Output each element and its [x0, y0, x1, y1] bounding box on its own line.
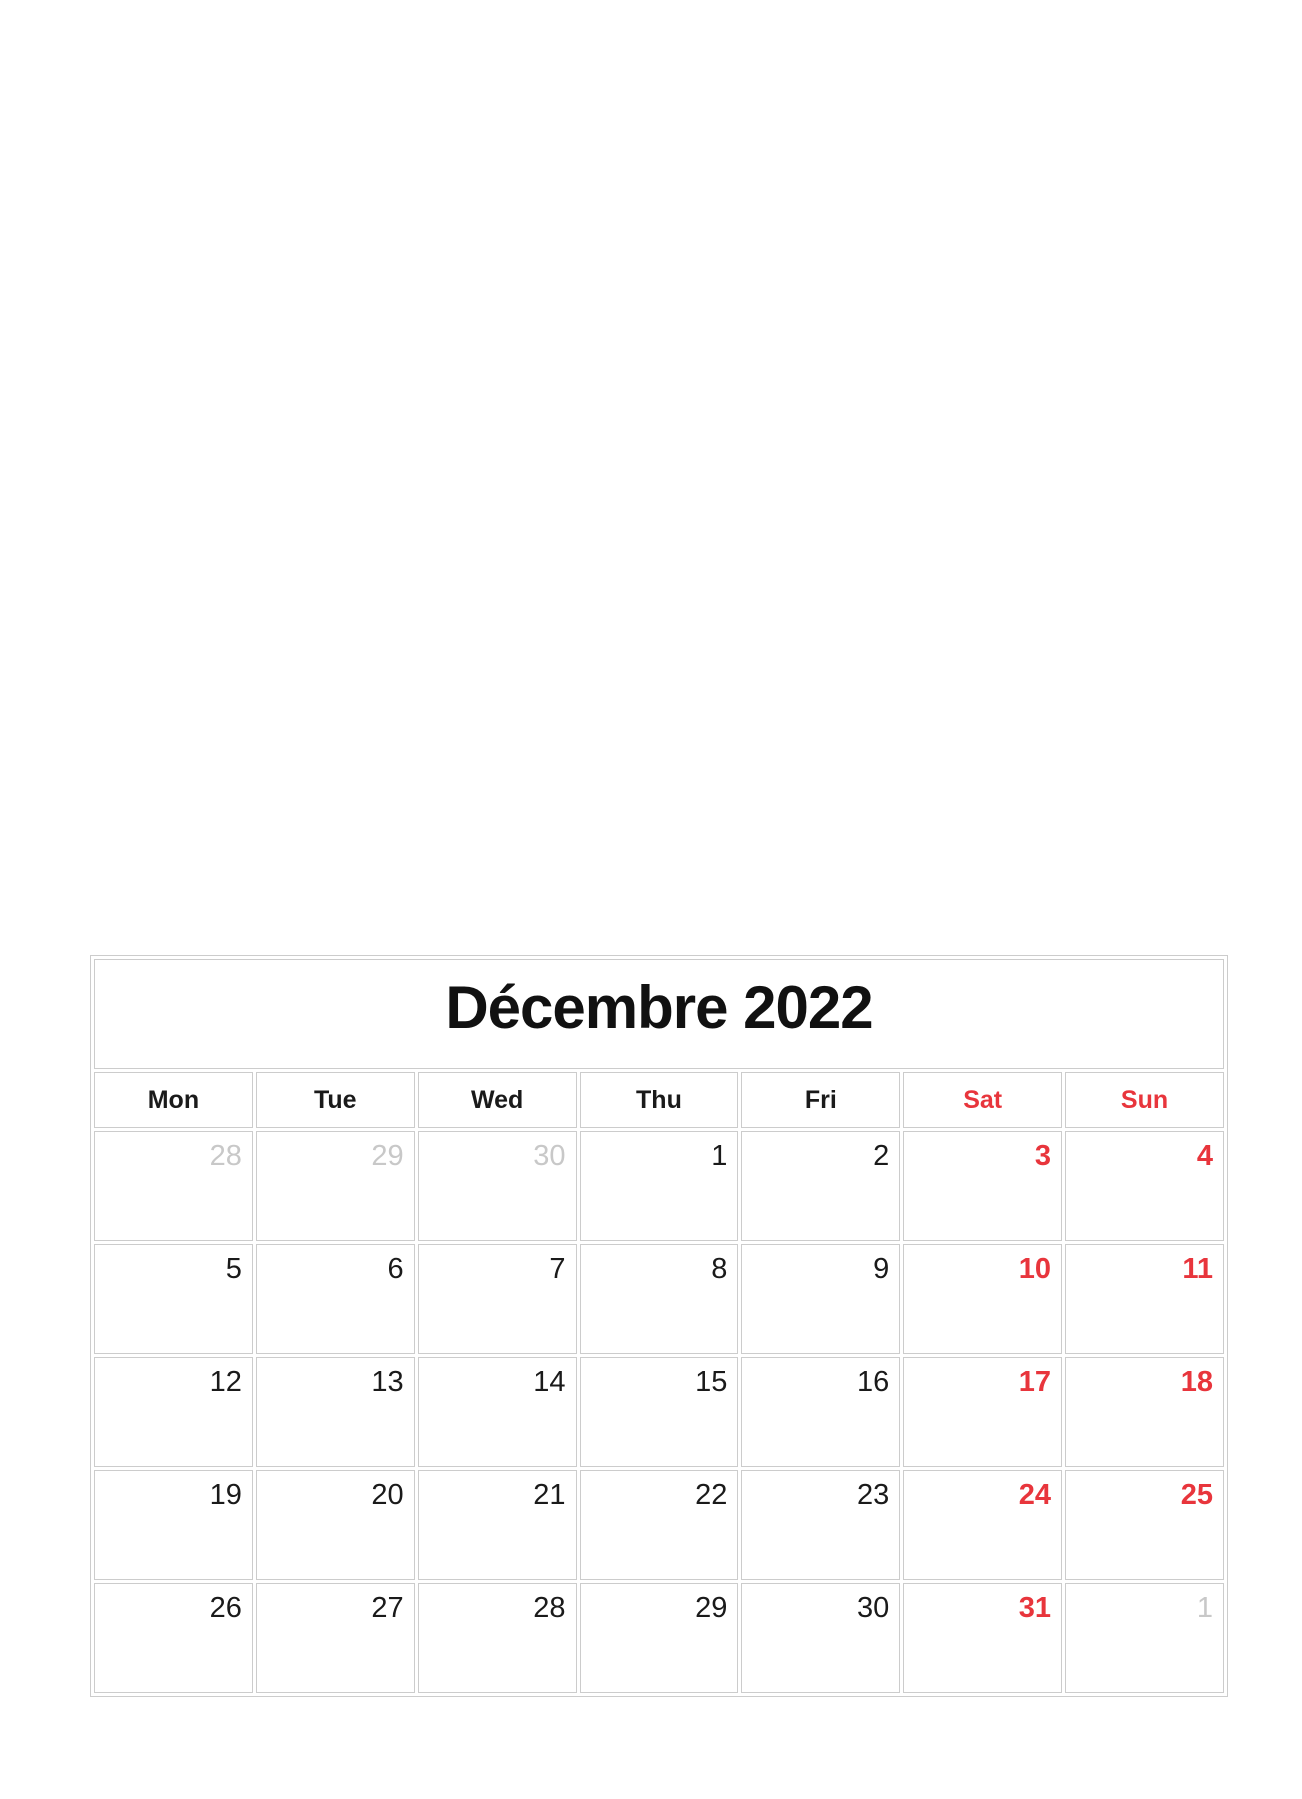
day-cell: 29: [256, 1131, 415, 1241]
day-cell: 14: [418, 1357, 577, 1467]
day-cell: 21: [418, 1470, 577, 1580]
day-cell: 18: [1065, 1357, 1224, 1467]
day-cell: 16: [741, 1357, 900, 1467]
day-cell: 27: [256, 1583, 415, 1693]
day-cell: 24: [903, 1470, 1062, 1580]
calendar-table: [90, 955, 1228, 1697]
week-row-5: [94, 1583, 1224, 1693]
day-cell: 2: [741, 1131, 900, 1241]
day-cell: 6: [256, 1244, 415, 1354]
day-cell: 20: [256, 1470, 415, 1580]
weekday-header-tue: Tue: [256, 1072, 415, 1128]
weekday-header-row: [94, 1072, 1224, 1128]
day-cell: 31: [903, 1583, 1062, 1693]
week-row-2: [94, 1244, 1224, 1354]
day-cell: 13: [256, 1357, 415, 1467]
day-cell: 30: [741, 1583, 900, 1693]
monthly-calendar: [90, 955, 1228, 1697]
calendar-body: [94, 959, 1224, 1693]
day-cell: 23: [741, 1470, 900, 1580]
day-cell: 9: [741, 1244, 900, 1354]
day-cell: 30: [418, 1131, 577, 1241]
day-cell: 1: [1065, 1583, 1224, 1693]
day-cell: 1: [580, 1131, 739, 1241]
day-cell: 11: [1065, 1244, 1224, 1354]
day-cell: 5: [94, 1244, 253, 1354]
day-cell: 22: [580, 1470, 739, 1580]
weekday-header-mon: Mon: [94, 1072, 253, 1128]
day-cell: 12: [94, 1357, 253, 1467]
day-cell: 8: [580, 1244, 739, 1354]
day-cell: 28: [418, 1583, 577, 1693]
day-cell: 19: [94, 1470, 253, 1580]
day-cell: 10: [903, 1244, 1062, 1354]
week-row-3: [94, 1357, 1224, 1467]
day-cell: 28: [94, 1131, 253, 1241]
day-cell: 3: [903, 1131, 1062, 1241]
weekday-header-fri: Fri: [741, 1072, 900, 1128]
weekday-header-sun: Sun: [1065, 1072, 1224, 1128]
day-cell: 17: [903, 1357, 1062, 1467]
weekday-header-sat: Sat: [903, 1072, 1062, 1128]
week-row-4: [94, 1470, 1224, 1580]
weekday-header-wed: Wed: [418, 1072, 577, 1128]
day-cell: 26: [94, 1583, 253, 1693]
day-cell: 25: [1065, 1470, 1224, 1580]
day-cell: 7: [418, 1244, 577, 1354]
calendar-month-title: Décembre 2022: [94, 959, 1224, 1069]
day-cell: 29: [580, 1583, 739, 1693]
day-cell: 15: [580, 1357, 739, 1467]
day-cell: 4: [1065, 1131, 1224, 1241]
weekday-header-thu: Thu: [580, 1072, 739, 1128]
week-row-1: [94, 1131, 1224, 1241]
title-row: [94, 959, 1224, 1069]
